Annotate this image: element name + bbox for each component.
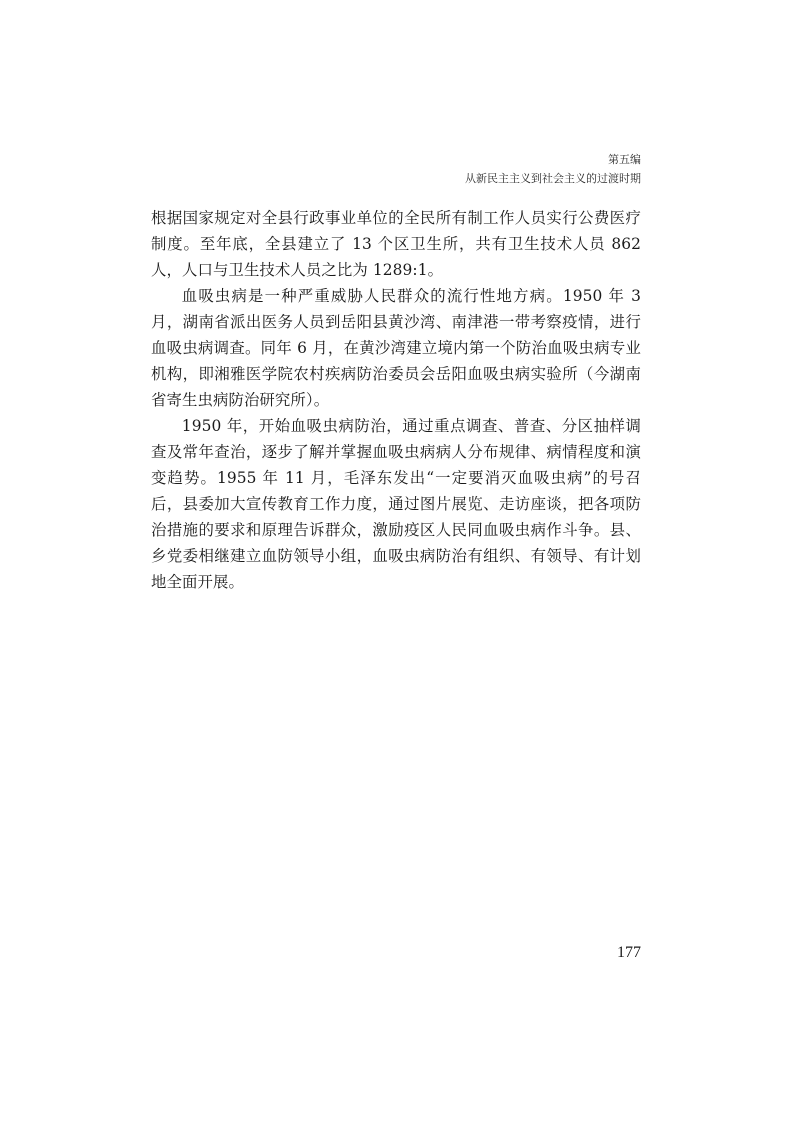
header-section-title: 从新民主主义到社会主义的过渡时期	[465, 172, 641, 185]
page-number: 177	[617, 944, 641, 961]
body-text	[151, 205, 641, 595]
paragraph-2: 血吸虫病是一种严重威胁人民群众的流行性地方病。1950 年 3 月，湖南省派出医务人员到岳阳县黄沙湾、南津港一带考察疫情，进行血吸虫病调查。同年 6 月，在黄沙湾建立境内第一个防治血吸虫病专业机构，即湘雅医学院农村疾病防治委员会岳阳血吸虫病实验所（今湖南省寄生虫病防治研究所）。	[151, 287, 641, 409]
paragraph-1: 根据国家规定对全县行政事业单位的全民所有制工作人员实行公费医疗制度。至年底，全县建立了 13 个区卫生所，共有卫生技术人员 862 人，人口与卫生技术人员之比为 1289:1。	[151, 209, 641, 279]
header-part-title: 第五编	[608, 153, 641, 166]
running-header	[465, 150, 641, 188]
paragraph-3: 1950 年，开始血吸虫病防治，通过重点调查、普查、分区抽样调查及常年查治，逐步了解并掌握血吸虫病病人分布规律、病情程度和演变趋势。1955 年 11 月，毛泽东发出“一定要消灭血吸虫病”的号召后，县委加大宣传教育工作力度，通过图片展览、走访座谈，把各项防治措施的要求和原理告诉群众，激励疫区人民同血吸虫病作斗争。县、乡党委相继建立血防领导小组，血吸虫病防治有组织、有领导、有计划地全面开展。	[151, 417, 641, 591]
